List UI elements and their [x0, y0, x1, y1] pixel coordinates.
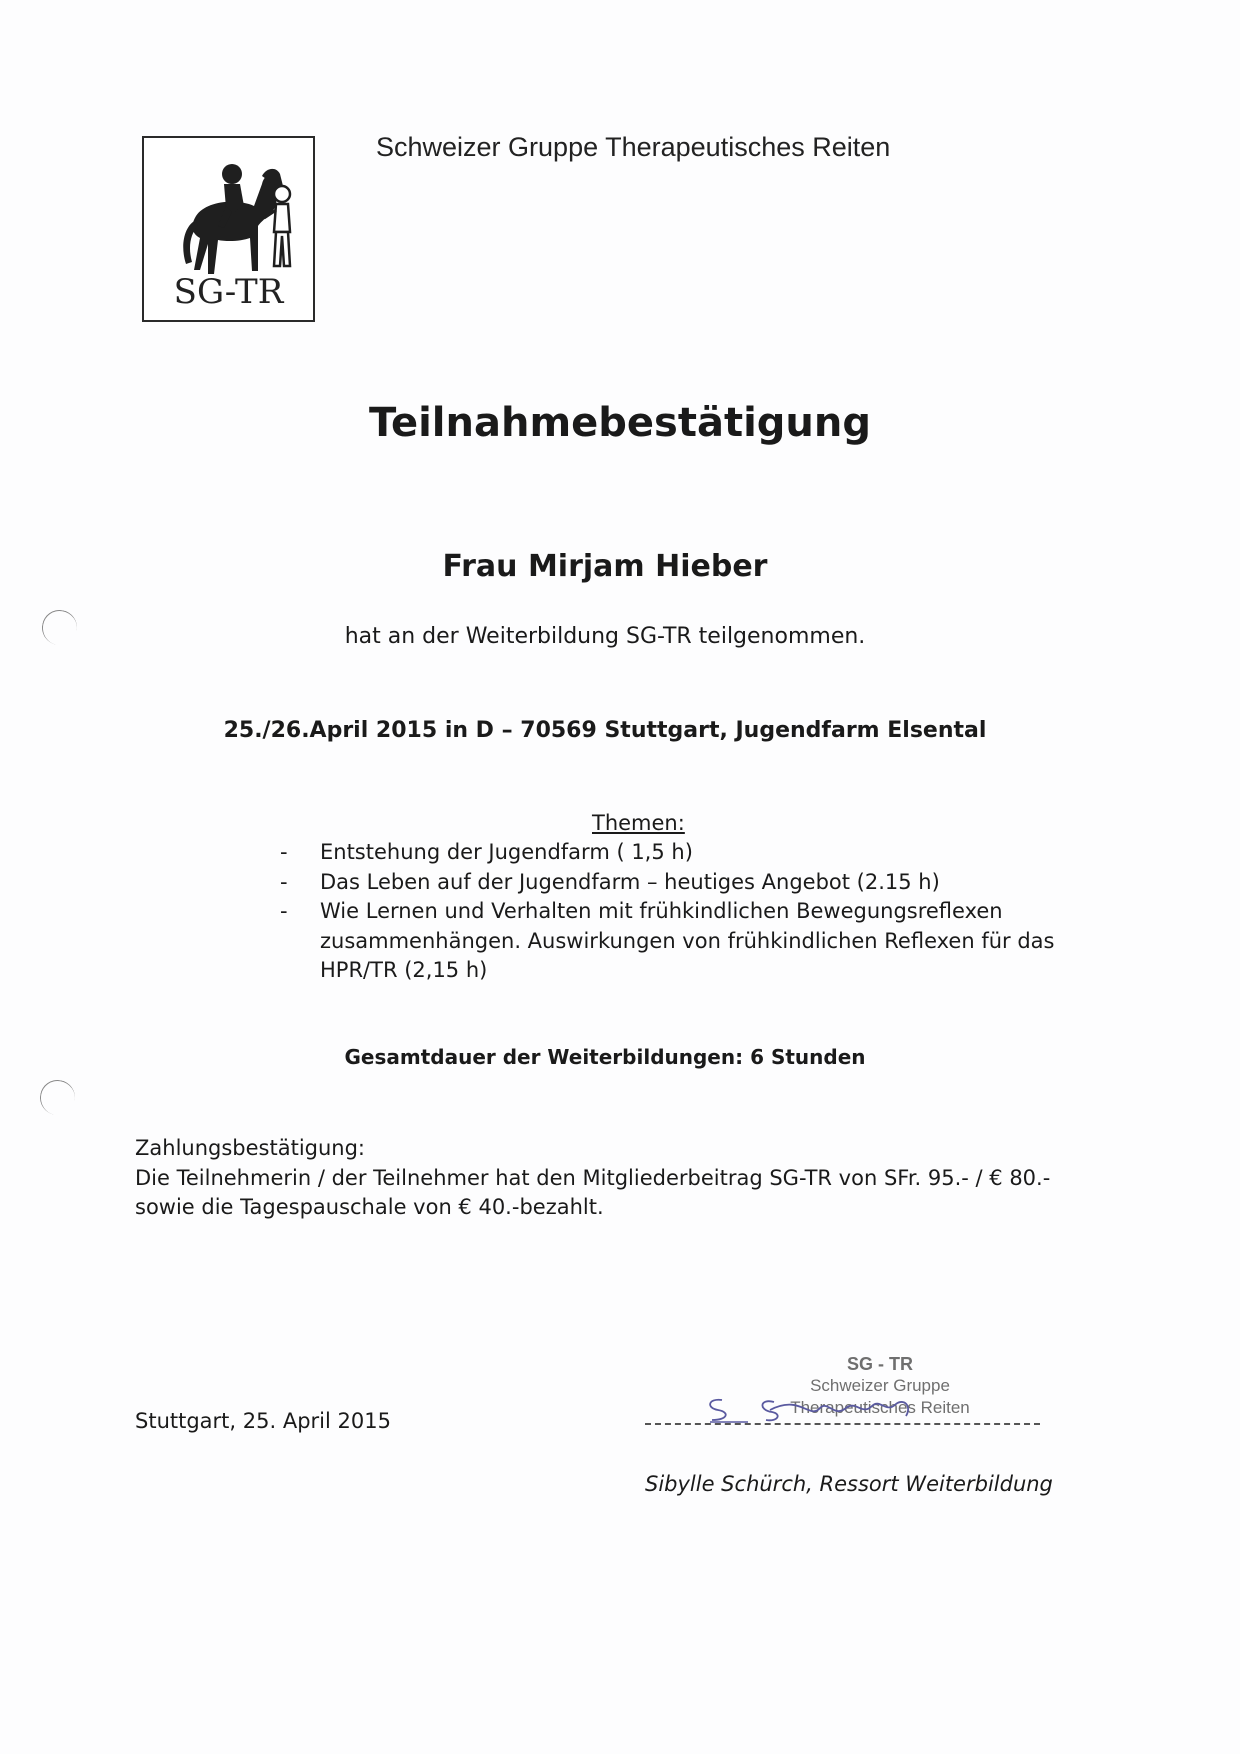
payment-heading: Zahlungsbestätigung:: [135, 1136, 366, 1160]
organization-name: Schweizer Gruppe Therapeutisches Reiten: [376, 132, 891, 162]
punch-hole-lower: [37, 1077, 78, 1118]
list-item: [280, 838, 1080, 868]
participation-statement: hat an der Weiterbildung SG-TR teilgenommen.: [344, 624, 866, 649]
payment-confirmation: [135, 1134, 1050, 1223]
topics-list: [280, 838, 1080, 986]
payment-line: sowie die Tagespauschale von € 40.-bezahlt.: [135, 1195, 604, 1219]
list-item: [280, 868, 1080, 898]
topics-heading: Themen:: [592, 811, 685, 835]
stamp-line: Therapeutisches Reiten: [790, 1398, 970, 1417]
signatory-name: Sibylle Schürch, Ressort Weiterbildung: [645, 1472, 1053, 1496]
signature-line: [645, 1423, 1040, 1425]
document-title: Teilnahmebestätigung: [368, 400, 871, 446]
logo: [142, 136, 315, 322]
handwritten-signature: [700, 1390, 960, 1426]
bullet-dash: -: [280, 840, 288, 864]
horse-rider-logo-icon: [166, 146, 294, 288]
topic-text: Entstehung der Jugendfarm ( 1,5 h): [320, 840, 693, 864]
total-duration: Gesamtdauer der Weiterbildungen: 6 Stunden: [344, 1045, 866, 1069]
payment-line: Die Teilnehmerin / der Teilnehmer hat den Mitgliederbeitrag SG-TR von SFr. 95.- / € 80.-: [135, 1165, 1051, 1190]
event-date-location: 25./26.April 2015 in D – 70569 Stuttgart, Jugendfarm Elsental: [223, 718, 987, 743]
list-item: [280, 897, 1100, 986]
bullet-dash: -: [280, 869, 288, 894]
stamp-line: SG - TR: [847, 1354, 913, 1374]
recipient-name: Frau Mirjam Hieber: [442, 549, 768, 584]
stamp-line: Schweizer Gruppe: [810, 1376, 950, 1395]
topic-text: Das Leben auf der Jugendfarm – heutiges Angebot (2.15 h): [320, 869, 940, 894]
logo-text: SG-TR: [173, 272, 284, 312]
bullet-dash: -: [280, 899, 288, 923]
place-and-date: Stuttgart, 25. April 2015: [135, 1409, 391, 1433]
topic-text: Wie Lernen und Verhalten mit frühkindlichen Bewegungsreflexen zusammenhängen. Auswirkungen von frühkindlichen Reflexen für das HPR/TR (2,15 h): [320, 899, 1055, 982]
